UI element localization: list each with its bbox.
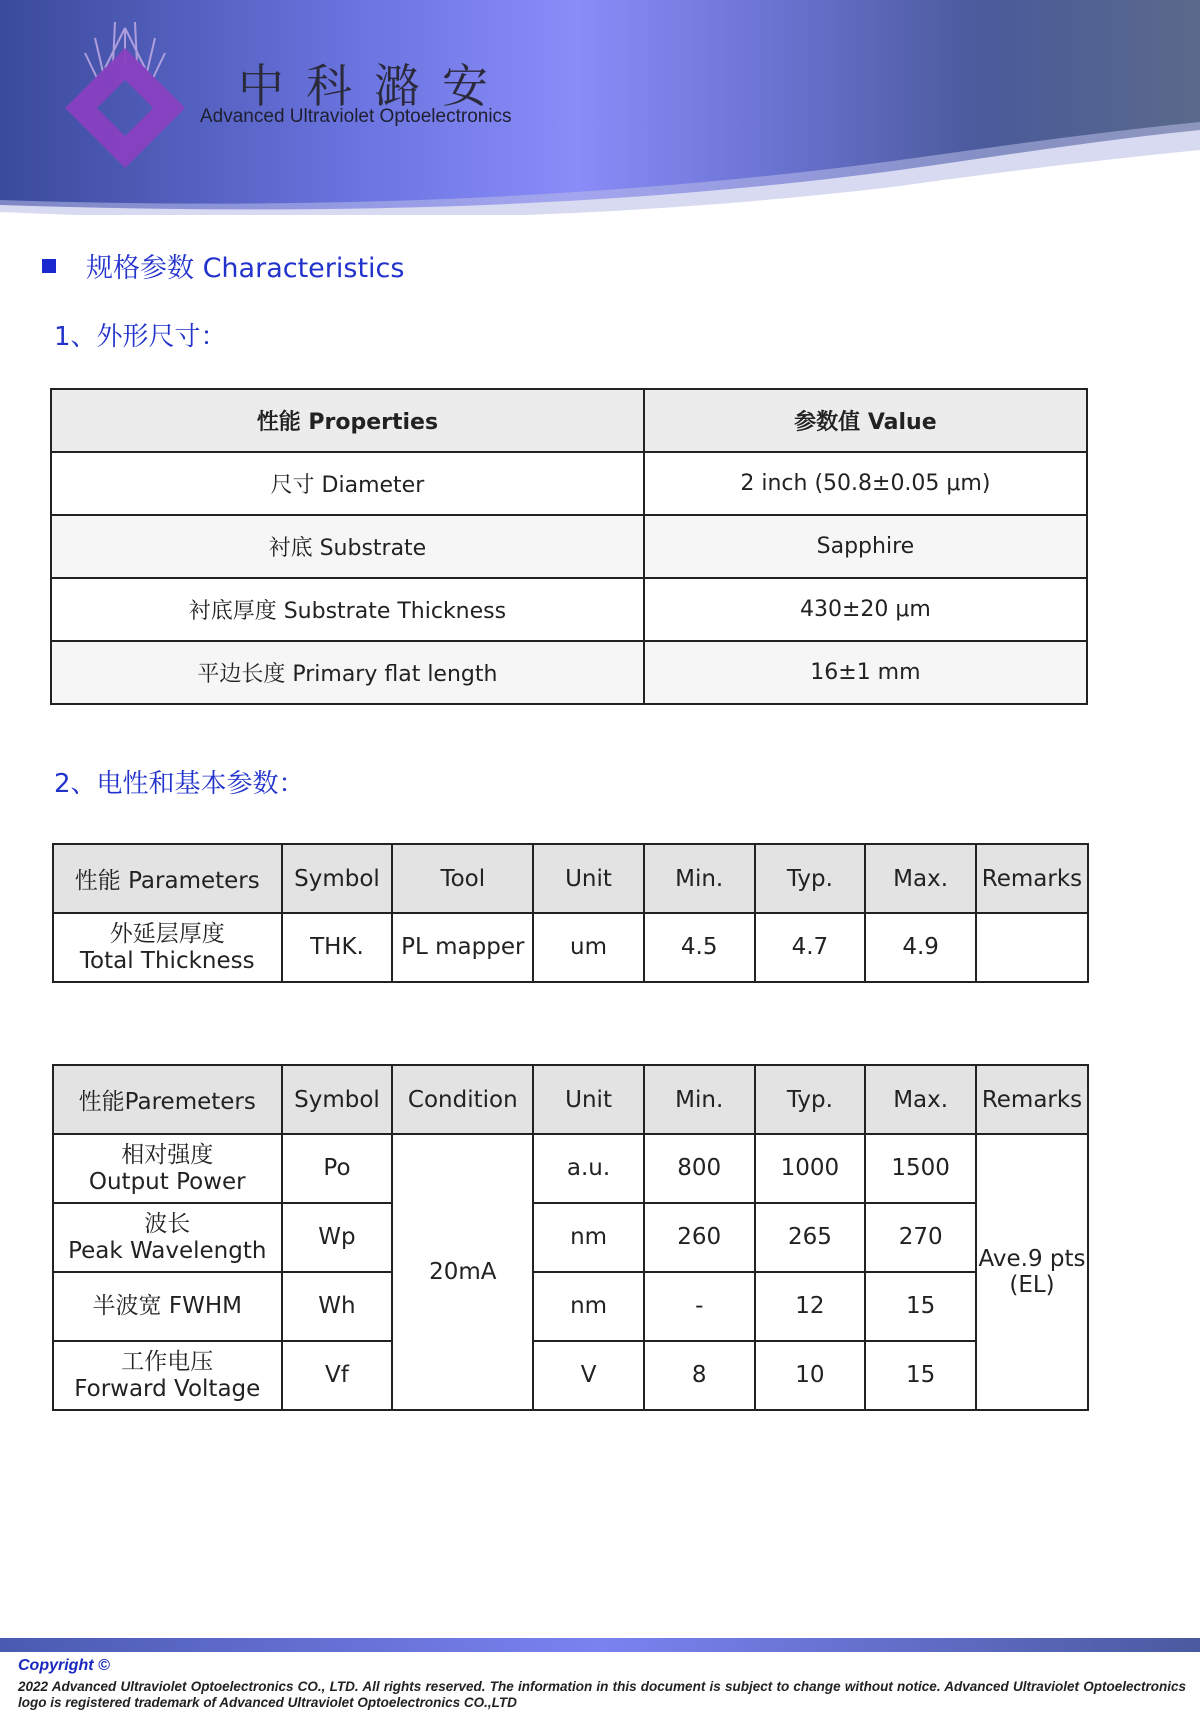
symbol-cell: THK. — [282, 913, 393, 982]
min-cell: - — [644, 1272, 755, 1341]
table-cell: 16±1 mm — [644, 641, 1087, 704]
thickness-table — [52, 843, 1089, 983]
symbol-cell: Po — [282, 1134, 393, 1203]
typ-cell: 12 — [755, 1272, 866, 1341]
column-header: Max. — [865, 1065, 976, 1134]
condition-cell: 20mA — [392, 1134, 533, 1410]
copyright-title: Copyright © — [18, 1657, 110, 1674]
symbol-cell: Wp — [282, 1203, 393, 1272]
column-header: Symbol — [282, 844, 393, 913]
section-title-text: 规格参数 Characteristics — [86, 253, 405, 284]
table-cell: Sapphire — [644, 515, 1087, 578]
column-header: 性能 Parameters — [53, 844, 282, 913]
company-logo — [55, 18, 195, 173]
min-cell: 260 — [644, 1203, 755, 1272]
table-row — [51, 515, 1087, 578]
table-cell: 尺寸 Diameter — [51, 452, 644, 515]
table-cell: 430±20 μm — [644, 578, 1087, 641]
remarks-cell — [976, 1134, 1088, 1410]
electrical-title: 2、电性和基本参数： — [54, 769, 305, 799]
copyright-text: 2022 Advanced Ultraviolet Optoelectronics CO., LTD. All rights reserved. The information in this document is subject to change without notice. Advanced Ultraviolet Optoelectronics logo is registered trademark of Advanced Ultraviolet Optoelectronics CO.,LTD — [18, 1679, 1186, 1710]
param-name-cn: 工作电压 — [121, 1349, 214, 1376]
column-header: Unit — [533, 844, 644, 913]
unit-cell: um — [533, 913, 644, 982]
unit-cell: nm — [533, 1203, 644, 1272]
table-cell: 平边长度 Primary flat length — [51, 641, 644, 704]
column-header: 性能Paremeters — [53, 1065, 282, 1134]
column-header: Min. — [644, 844, 755, 913]
table-cell: 2 inch (50.8±0.05 μm) — [644, 452, 1087, 515]
column-header: Remarks — [976, 1065, 1088, 1134]
table-cell: 衬底 Substrate — [51, 515, 644, 578]
table-header-row — [53, 844, 1088, 913]
column-header: 性能 Properties — [51, 389, 644, 452]
column-header: Remarks — [976, 844, 1088, 913]
typ-cell: 10 — [755, 1341, 866, 1410]
column-header: Symbol — [282, 1065, 393, 1134]
electrical-table — [52, 1064, 1089, 1411]
square-bullet-icon — [42, 259, 56, 273]
footer-bar — [0, 1638, 1200, 1652]
max-cell: 4.9 — [865, 913, 976, 982]
table-header-row — [53, 1065, 1088, 1134]
column-header: Max. — [865, 844, 976, 913]
page-header — [0, 0, 1200, 215]
param-cell — [53, 1341, 282, 1410]
table-row — [53, 1272, 1088, 1341]
dimensions-title: 1、外形尺寸： — [54, 322, 227, 352]
param-name-en: Output Power — [88, 1168, 246, 1195]
param-name-en: Peak Wavelength — [68, 1237, 267, 1264]
typ-cell: 265 — [755, 1203, 866, 1272]
table-row — [53, 1134, 1088, 1203]
table-row — [51, 452, 1087, 515]
table-cell: 衬底厚度 Substrate Thickness — [51, 578, 644, 641]
param-cell — [53, 1203, 282, 1272]
remarks-line: (EL) — [1009, 1272, 1055, 1298]
table-row — [51, 641, 1087, 704]
column-header: Min. — [644, 1065, 755, 1134]
symbol-cell: Vf — [282, 1341, 393, 1410]
company-name-en: Advanced Ultraviolet Optoelectronics — [200, 106, 512, 127]
unit-cell: V — [533, 1341, 644, 1410]
param-cell — [53, 913, 282, 982]
typ-cell: 1000 — [755, 1134, 866, 1203]
company-name-cn: 中科潞安 — [238, 59, 510, 113]
table-row — [53, 1203, 1088, 1272]
column-header: 参数值 Value — [644, 389, 1087, 452]
column-header: Typ. — [755, 1065, 866, 1134]
param-name-en: Forward Voltage — [74, 1375, 261, 1402]
typ-cell: 4.7 — [755, 913, 866, 982]
tool-cell: PL mapper — [392, 913, 533, 982]
remarks-line: Ave.9 pts — [978, 1245, 1086, 1272]
param-name-cn: 半波宽 FWHM — [92, 1293, 242, 1320]
dimensions-table — [50, 388, 1088, 705]
param-name-cn: 波长 — [144, 1211, 191, 1238]
min-cell: 800 — [644, 1134, 755, 1203]
param-name-en: Total Thickness — [79, 947, 255, 974]
param-cell — [53, 1134, 282, 1203]
unit-cell: nm — [533, 1272, 644, 1341]
column-header: Tool — [392, 844, 533, 913]
table-header-row — [51, 389, 1087, 452]
table-row — [53, 913, 1088, 982]
unit-cell: a.u. — [533, 1134, 644, 1203]
min-cell: 4.5 — [644, 913, 755, 982]
max-cell: 270 — [865, 1203, 976, 1272]
symbol-cell: Wh — [282, 1272, 393, 1341]
max-cell: 15 — [865, 1341, 976, 1410]
column-header: Unit — [533, 1065, 644, 1134]
column-header: Condition — [392, 1065, 533, 1134]
max-cell: 1500 — [865, 1134, 976, 1203]
section-title — [42, 246, 404, 285]
remarks-cell — [976, 913, 1088, 982]
param-cell — [53, 1272, 282, 1341]
param-name-cn: 外延层厚度 — [109, 921, 225, 948]
min-cell: 8 — [644, 1341, 755, 1410]
table-row — [51, 578, 1087, 641]
param-name-cn: 相对强度 — [121, 1142, 214, 1169]
column-header: Typ. — [755, 844, 866, 913]
max-cell: 15 — [865, 1272, 976, 1341]
table-row — [53, 1341, 1088, 1410]
